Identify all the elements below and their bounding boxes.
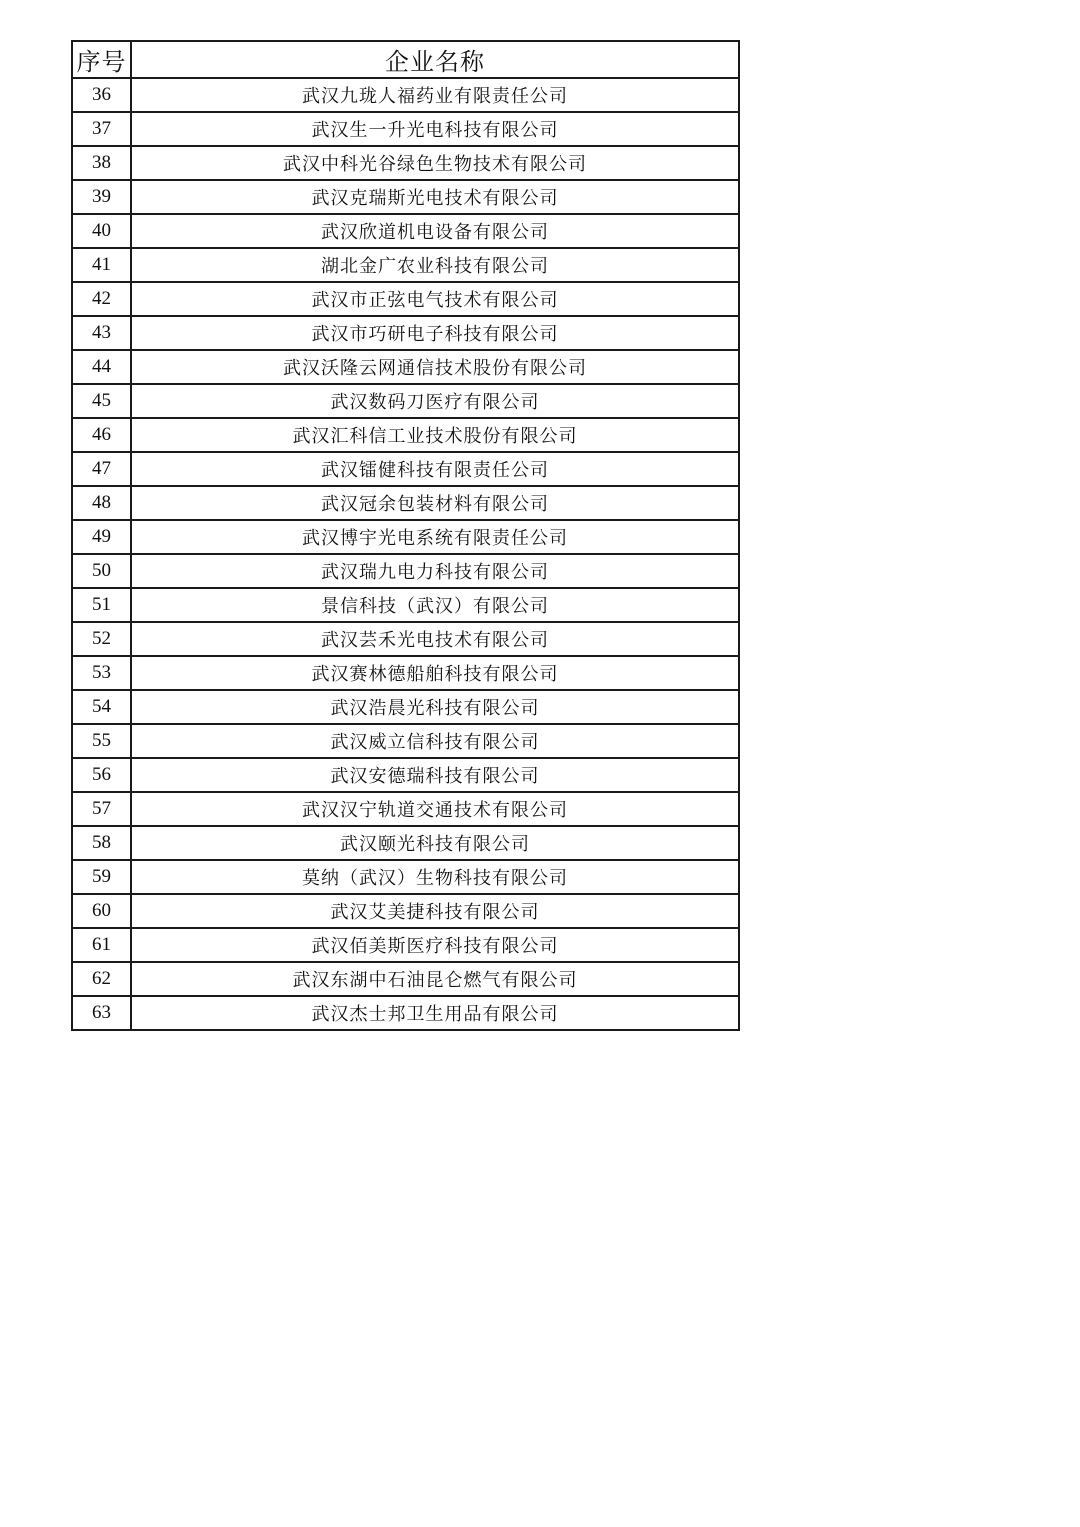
serial-number-cell: 50 bbox=[72, 554, 131, 588]
serial-number-cell: 42 bbox=[72, 282, 131, 316]
table-row bbox=[72, 282, 739, 316]
table-row bbox=[72, 860, 739, 894]
serial-number-cell: 55 bbox=[72, 724, 131, 758]
table-row bbox=[72, 690, 739, 724]
company-name-cell: 武汉瑞九电力科技有限公司 bbox=[131, 554, 739, 588]
serial-number-cell: 43 bbox=[72, 316, 131, 350]
company-name-cell: 景信科技（武汉）有限公司 bbox=[131, 588, 739, 622]
serial-number-cell: 48 bbox=[72, 486, 131, 520]
company-name-cell: 武汉汇科信工业技术股份有限公司 bbox=[131, 418, 739, 452]
serial-number-cell: 36 bbox=[72, 78, 131, 112]
table-row bbox=[72, 656, 739, 690]
table-row bbox=[72, 248, 739, 282]
serial-number-cell: 46 bbox=[72, 418, 131, 452]
serial-number-cell: 63 bbox=[72, 996, 131, 1030]
table-row bbox=[72, 486, 739, 520]
header-company-name: 企业名称 bbox=[131, 41, 739, 78]
company-list-table bbox=[71, 40, 740, 1031]
company-name-cell: 莫纳（武汉）生物科技有限公司 bbox=[131, 860, 739, 894]
table-row bbox=[72, 826, 739, 860]
company-name-cell: 武汉颐光科技有限公司 bbox=[131, 826, 739, 860]
company-name-cell: 武汉镭健科技有限责任公司 bbox=[131, 452, 739, 486]
table-row bbox=[72, 588, 739, 622]
company-name-cell: 武汉冠余包装材料有限公司 bbox=[131, 486, 739, 520]
serial-number-cell: 60 bbox=[72, 894, 131, 928]
company-name-cell: 武汉威立信科技有限公司 bbox=[131, 724, 739, 758]
serial-number-cell: 61 bbox=[72, 928, 131, 962]
serial-number-cell: 47 bbox=[72, 452, 131, 486]
table-row bbox=[72, 78, 739, 112]
company-name-cell: 武汉市巧研电子科技有限公司 bbox=[131, 316, 739, 350]
serial-number-cell: 59 bbox=[72, 860, 131, 894]
table-row bbox=[72, 520, 739, 554]
serial-number-cell: 57 bbox=[72, 792, 131, 826]
serial-number-cell: 56 bbox=[72, 758, 131, 792]
serial-number-cell: 53 bbox=[72, 656, 131, 690]
table-row bbox=[72, 112, 739, 146]
table-row bbox=[72, 316, 739, 350]
table-row bbox=[72, 350, 739, 384]
table-row bbox=[72, 962, 739, 996]
serial-number-cell: 45 bbox=[72, 384, 131, 418]
company-name-cell: 武汉九珑人福药业有限责任公司 bbox=[131, 78, 739, 112]
company-name-cell: 武汉艾美捷科技有限公司 bbox=[131, 894, 739, 928]
table-row bbox=[72, 996, 739, 1030]
serial-number-cell: 51 bbox=[72, 588, 131, 622]
table-row bbox=[72, 146, 739, 180]
serial-number-cell: 52 bbox=[72, 622, 131, 656]
table-row bbox=[72, 758, 739, 792]
table-row bbox=[72, 214, 739, 248]
table-row bbox=[72, 792, 739, 826]
table-body bbox=[72, 78, 739, 1030]
serial-number-cell: 39 bbox=[72, 180, 131, 214]
serial-number-cell: 54 bbox=[72, 690, 131, 724]
header-serial-number: 序号 bbox=[72, 41, 131, 78]
serial-number-cell: 62 bbox=[72, 962, 131, 996]
company-name-cell: 武汉生一升光电科技有限公司 bbox=[131, 112, 739, 146]
serial-number-cell: 38 bbox=[72, 146, 131, 180]
table-row bbox=[72, 554, 739, 588]
company-name-cell: 武汉赛林德船舶科技有限公司 bbox=[131, 656, 739, 690]
table-header-row bbox=[72, 41, 739, 78]
table-row bbox=[72, 622, 739, 656]
company-name-cell: 武汉杰士邦卫生用品有限公司 bbox=[131, 996, 739, 1030]
company-name-cell: 湖北金广农业科技有限公司 bbox=[131, 248, 739, 282]
company-name-cell: 武汉汉宁轨道交通技术有限公司 bbox=[131, 792, 739, 826]
serial-number-cell: 41 bbox=[72, 248, 131, 282]
table-row bbox=[72, 418, 739, 452]
serial-number-cell: 58 bbox=[72, 826, 131, 860]
serial-number-cell: 49 bbox=[72, 520, 131, 554]
company-name-cell: 武汉沃隆云网通信技术股份有限公司 bbox=[131, 350, 739, 384]
company-name-cell: 武汉博宇光电系统有限责任公司 bbox=[131, 520, 739, 554]
company-name-cell: 武汉中科光谷绿色生物技术有限公司 bbox=[131, 146, 739, 180]
table-row bbox=[72, 180, 739, 214]
table-row bbox=[72, 452, 739, 486]
company-name-cell: 武汉市正弦电气技术有限公司 bbox=[131, 282, 739, 316]
table-row bbox=[72, 384, 739, 418]
company-name-cell: 武汉浩晨光科技有限公司 bbox=[131, 690, 739, 724]
table-row bbox=[72, 928, 739, 962]
company-name-cell: 武汉数码刀医疗有限公司 bbox=[131, 384, 739, 418]
company-name-cell: 武汉佰美斯医疗科技有限公司 bbox=[131, 928, 739, 962]
serial-number-cell: 44 bbox=[72, 350, 131, 384]
company-name-cell: 武汉东湖中石油昆仑燃气有限公司 bbox=[131, 962, 739, 996]
serial-number-cell: 37 bbox=[72, 112, 131, 146]
company-name-cell: 武汉芸禾光电技术有限公司 bbox=[131, 622, 739, 656]
table-row bbox=[72, 894, 739, 928]
table-row bbox=[72, 724, 739, 758]
company-name-cell: 武汉安德瑞科技有限公司 bbox=[131, 758, 739, 792]
company-name-cell: 武汉克瑞斯光电技术有限公司 bbox=[131, 180, 739, 214]
serial-number-cell: 40 bbox=[72, 214, 131, 248]
company-name-cell: 武汉欣道机电设备有限公司 bbox=[131, 214, 739, 248]
